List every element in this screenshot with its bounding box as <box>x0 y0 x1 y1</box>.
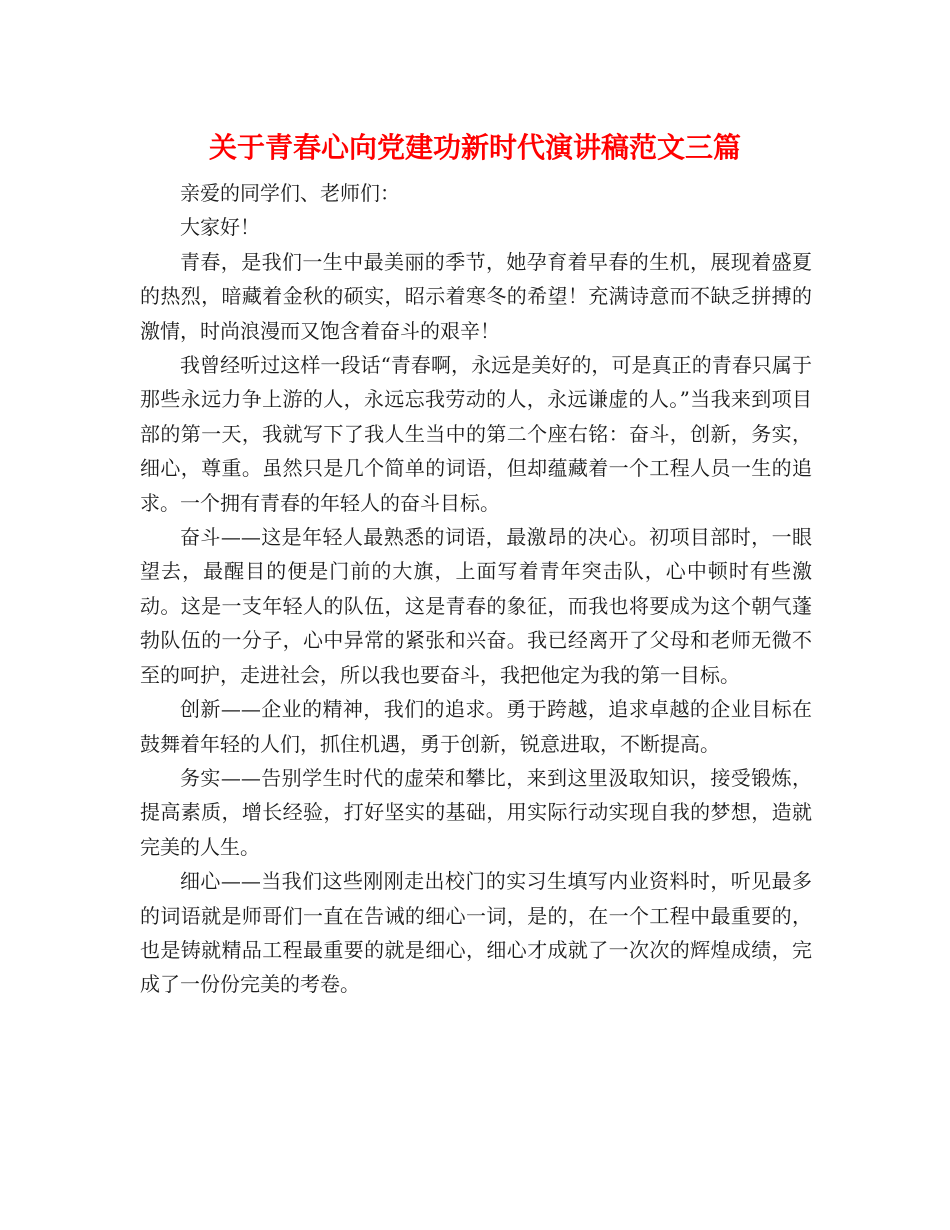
body-paragraph: 青春，是我们一生中最美丽的季节，她孕育着早春的生机，展现着盛夏的热烈，暗藏着金秋的硕实，昭示着寒冬的希望！充满诗意而不缺乏拼搏的激情，时尚浪漫而又饱含着奋斗的艰辛！ <box>140 249 812 343</box>
body-paragraph: 我曾经听过这样一段话“青春啊，永远是美好的，可是真正的青春只属于那些永远力争上游的人，永远忘我劳动的人，永远谦虚的人。”当我来到项目部的第一天，我就写下了我人生当中的第二个座右铭：奋斗，创新，务实，细心，尊重。虽然只是几个简单的词语，但却蕴藏着一个工程人员一生的追求。一个拥有青春的年轻人的奋斗目标。 <box>140 353 812 515</box>
greeting-paragraph: 大家好！ <box>180 215 260 240</box>
body-paragraph: 细心——当我们这些刚刚走出校门的实习生填写内业资料时，听见最多的词语就是师哥们一直在告诫的细心一词，是的，在一个工程中最重要的，也是铸就精品工程最重要的就是细心，细心才成就了一次次的辉煌成绩，完成了一份份完美的考卷。 <box>140 869 812 997</box>
body-paragraph: 务实——告别学生时代的虚荣和攀比，来到这里汲取知识，接受锻炼，提高素质，增长经验，打好坚实的基础，用实际行动实现自我的梦想，造就完美的人生。 <box>140 765 812 859</box>
document-title: 关于青春心向党建功新时代演讲稿范文三篇 <box>208 131 741 164</box>
salutation-paragraph: 亲爱的同学们、老师们： <box>180 181 400 205</box>
body-paragraph: 奋斗——这是年轻人最熟悉的词语，最激昂的决心。初项目部时，一眼望去，最醒目的便是门前的大旗，上面写着青年突击队，心中顿时有些激动。这是一支年轻人的队伍，这是青春的象征，而我也将要成为这个朝气蓬勃队伍的一分子，心中异常的紧张和兴奋。我已经离开了父母和老师无微不至的呵护，走进社会，所以我也要奋斗，我把他定为我的第一目标。 <box>140 525 812 687</box>
body-paragraph: 创新——企业的精神，我们的追求。勇于跨越，追求卓越的企业目标在鼓舞着年轻的人们，抓住机遇，勇于创新，锐意进取，不断提高。 <box>140 697 812 756</box>
document-body <box>140 176 812 1002</box>
